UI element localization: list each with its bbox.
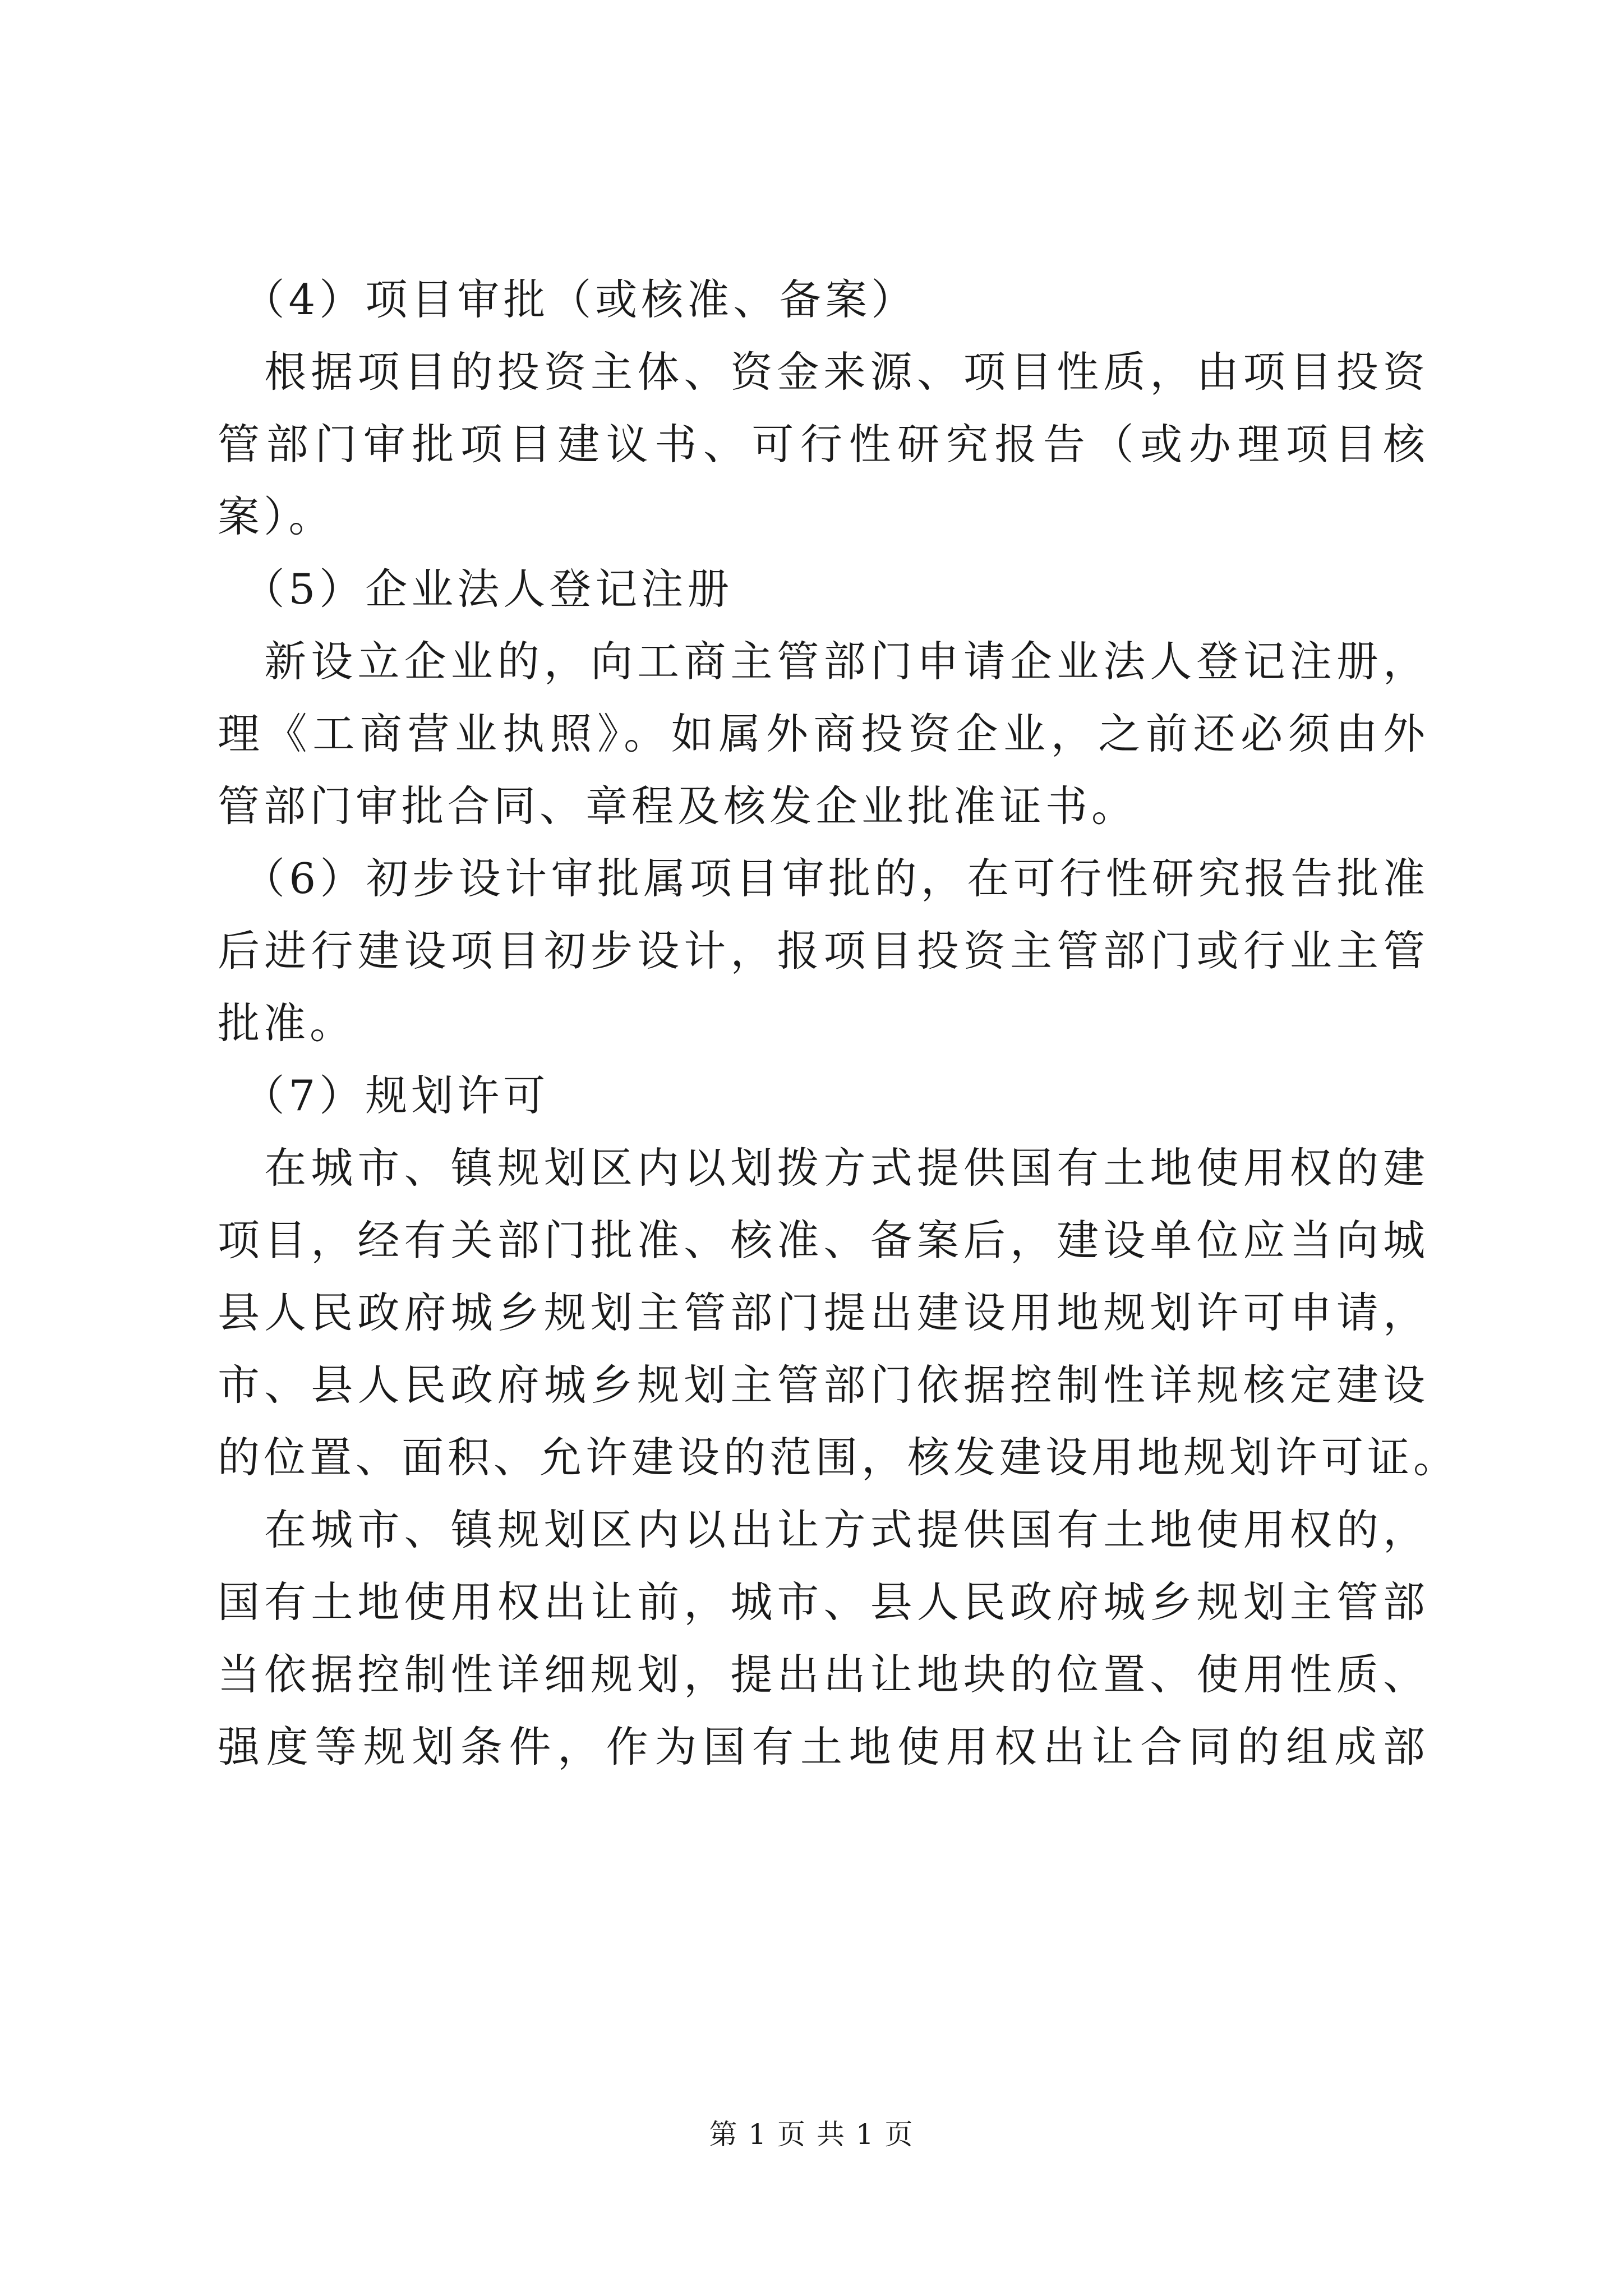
paragraph-line: 的位置、面积、允许建设的范围，核发建设用地规划许可证。 <box>218 1433 1460 1482</box>
paragraph-line: 管部门审批项目建议书、可行性研究报告（或办理项目核 <box>218 420 1429 469</box>
paragraph-line: 新设立企业的，向工商主管部门申请企业法人登记注册， <box>264 637 1429 686</box>
heading-project-approval: （4）项目审批（或核准、备案） <box>218 275 917 324</box>
document-body <box>218 264 1460 1783</box>
paragraph-line: 国有土地使用权出让前，城市、县人民政府城乡规划主管部 <box>218 1577 1429 1627</box>
paragraph-line: 管部门审批合同、章程及核发企业批准证书。 <box>218 781 1138 831</box>
paragraph-line: 市、县人民政府城乡规划主管部门依据控制性详规核定建设 <box>218 1360 1429 1410</box>
paragraph-line: 当依据控制性详细规划，提出出让地块的位置、使用性质、 <box>218 1650 1429 1699</box>
paragraph-line: 理《工商营业执照》。如属外商投资企业，之前还必须由外 <box>218 709 1429 758</box>
heading-planning-permit: （7）规划许可 <box>218 1071 550 1120</box>
paragraph-line: 根据项目的投资主体、资金来源、项目性质，由项目投资 <box>264 347 1429 397</box>
paragraph-line: 后进行建设项目初步设计，报项目投资主管部门或行业主管 <box>218 926 1429 976</box>
heading-preliminary-design: （6）初步设计审批属项目审批的，在可行性研究报告批准 <box>218 854 1429 903</box>
paragraph-line: 案）。 <box>218 492 335 541</box>
paragraph-line: 批准。 <box>218 999 356 1048</box>
paragraph-line: 在城市、镇规划区内以划拨方式提供国有土地使用权的建 <box>264 1143 1429 1193</box>
heading-enterprise-registration: （5）企业法人登记注册 <box>218 564 734 614</box>
paragraph-line: 强度等规划条件，作为国有土地使用权出让合同的组成部 <box>218 1722 1429 1772</box>
paragraph-line: 县人民政府城乡规划主管部门提出建设用地规划许可申请， <box>218 1288 1429 1337</box>
paragraph-line: 项目，经有关部门批准、核准、备案后，建设单位应当向城 <box>218 1216 1429 1265</box>
page-number-footer: 第 1 页 共 1 页 <box>709 2118 914 2151</box>
paragraph-line: 在城市、镇规划区内以出让方式提供国有土地使用权的， <box>264 1505 1429 1554</box>
